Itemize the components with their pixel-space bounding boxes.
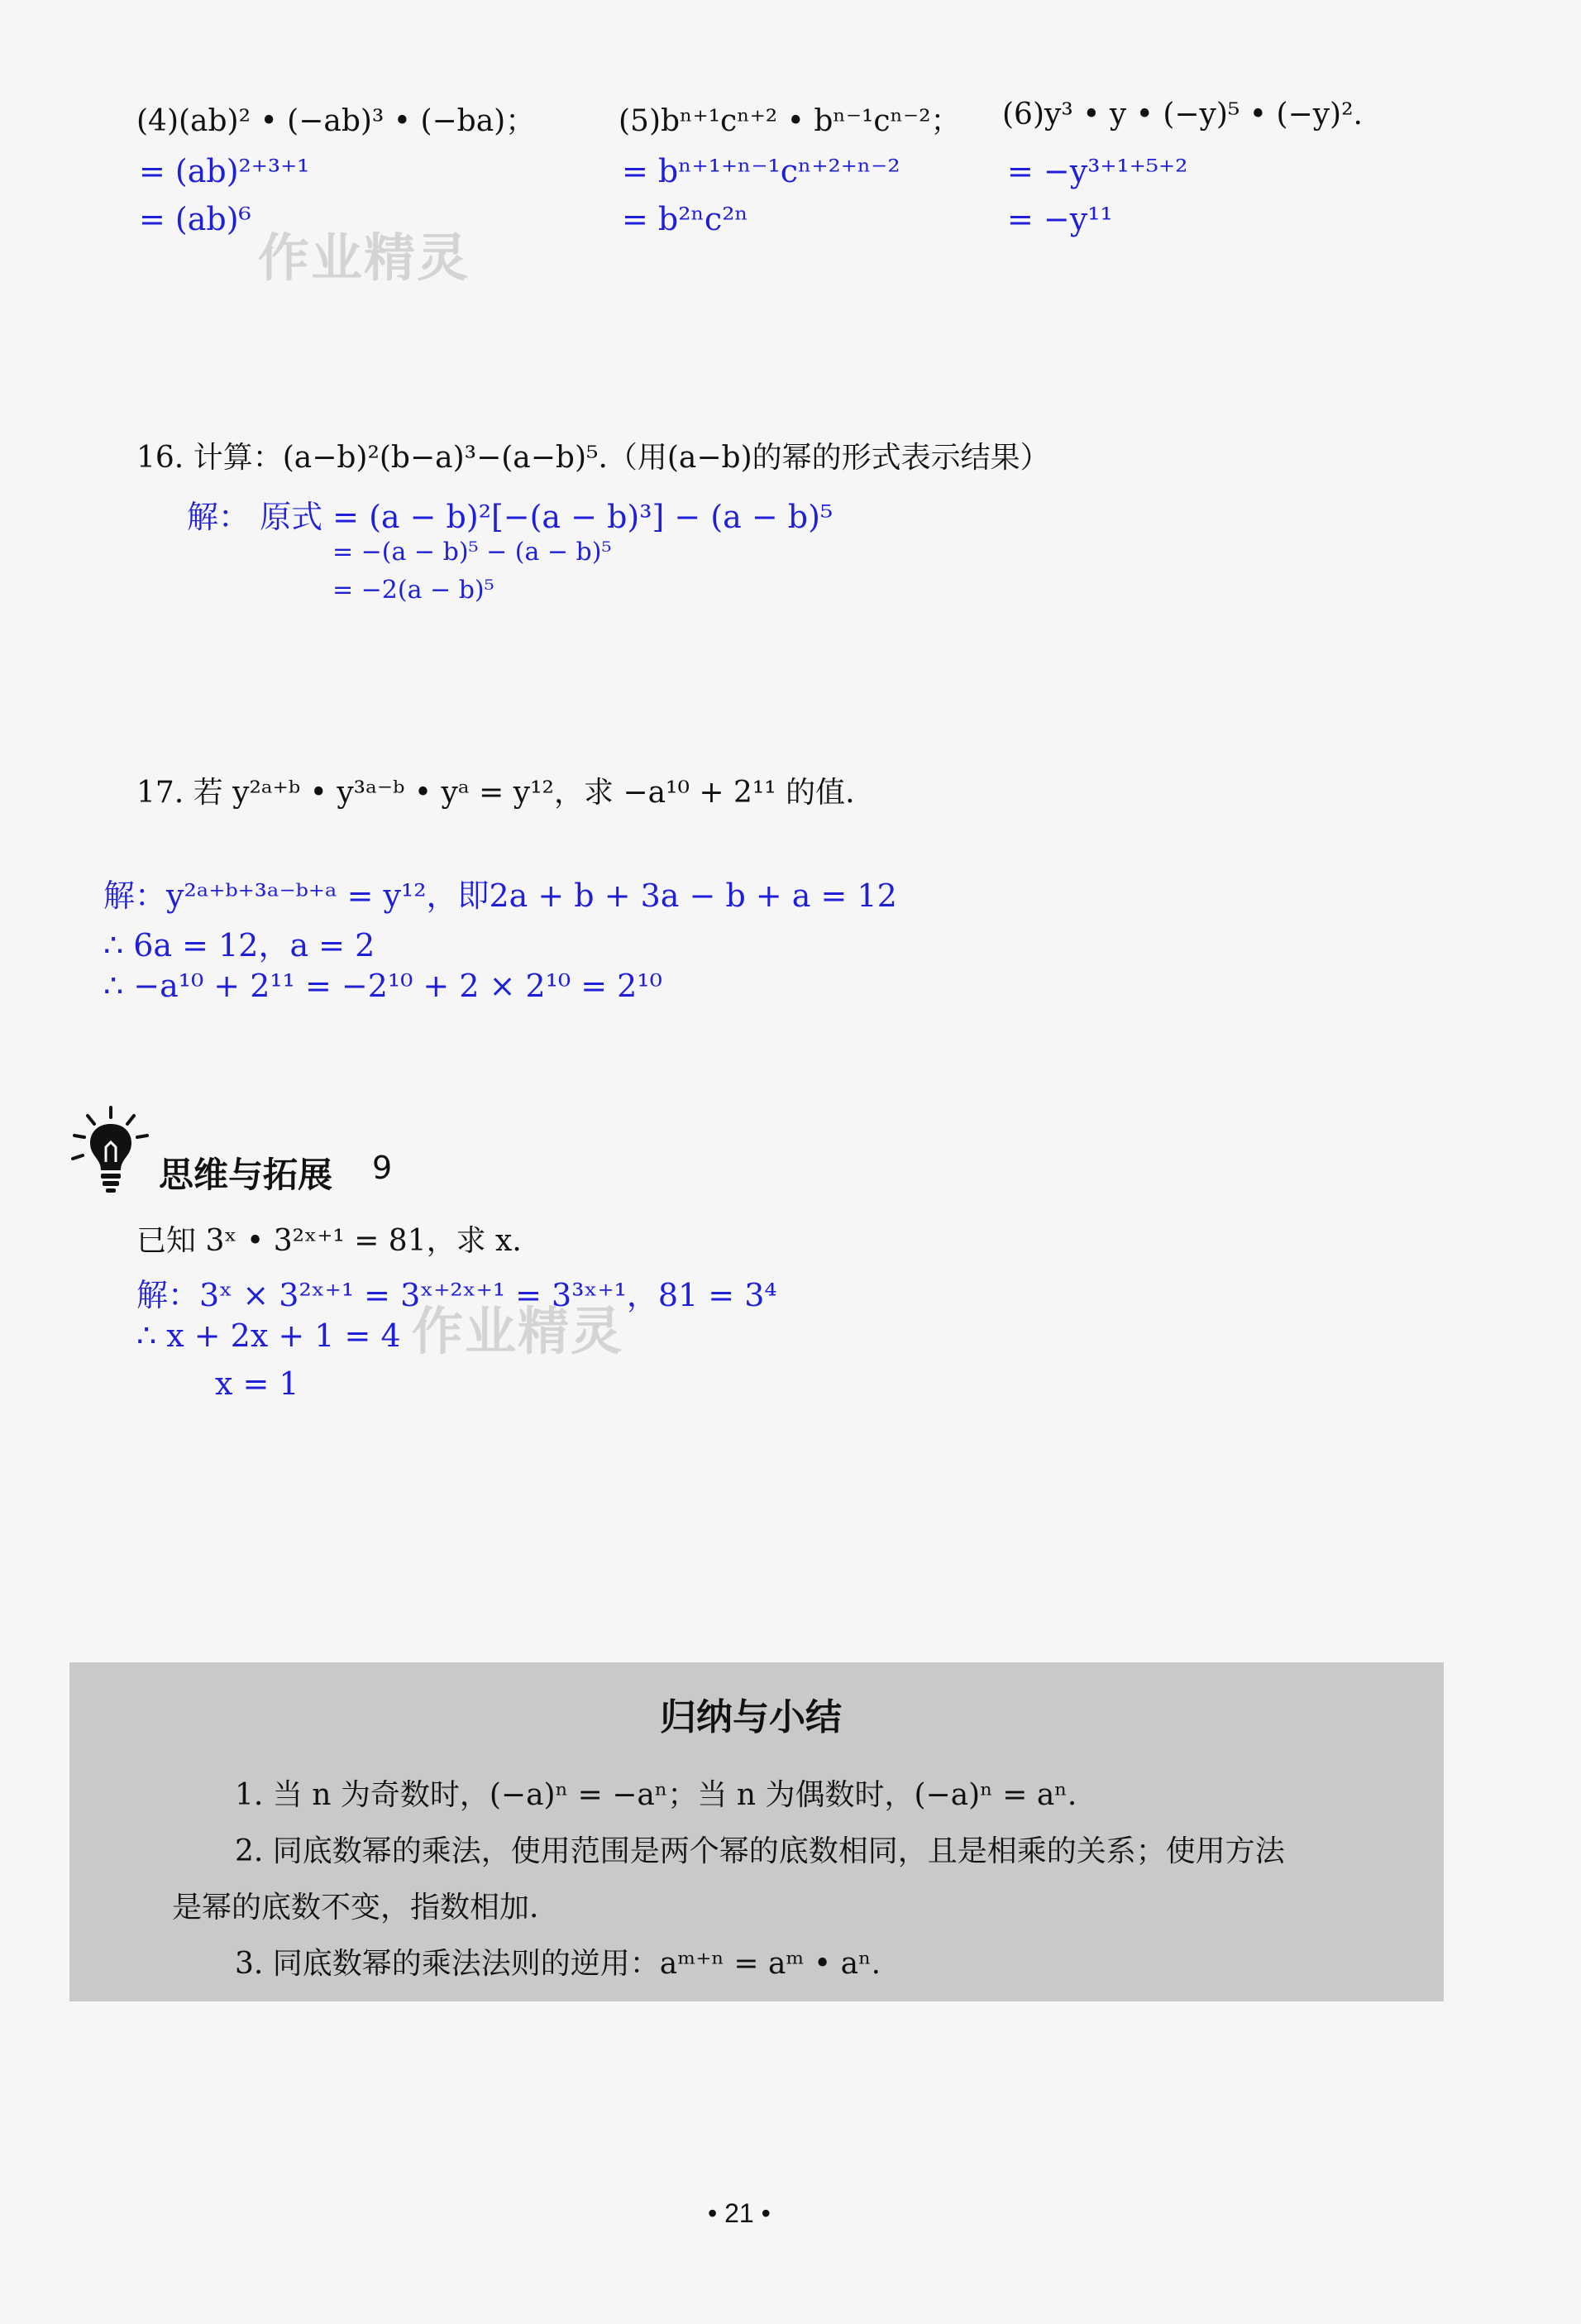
problem-16-line2: = −(a − b)⁵ − (a − b)⁵ (332, 538, 612, 567)
summary-item-1: 1. 当 n 为奇数时，(−a)ⁿ = −aⁿ；当 n 为偶数时，(−a)ⁿ = aⁿ. (235, 1778, 1077, 1812)
problem-17-line2: ∴ 6a = 12，a = 2 (103, 927, 375, 964)
extension-number: 9 (372, 1150, 393, 1186)
watermark-2: 作业精灵 (412, 1301, 624, 1361)
extension-question: 已知 3ˣ • 3²ˣ⁺¹ = 81，求 x. (136, 1224, 522, 1258)
problem-6-step2: = −y¹¹ (1007, 201, 1113, 237)
extension-line2: ∴ x + 2x + 1 = 4 (136, 1317, 401, 1354)
summary-item-2b: 是幂的底数不变，指数相加. (172, 1891, 539, 1925)
problem-4-step1: = (ab)²⁺³⁺¹ (139, 153, 310, 189)
summary-title: 归纳与小结 (660, 1696, 842, 1738)
problem-5-step1: = bⁿ⁺¹⁺ⁿ⁻¹cⁿ⁺²⁺ⁿ⁻² (622, 153, 900, 189)
extension-line3: x = 1 (215, 1365, 299, 1402)
summary-item-2a: 2. 同底数幂的乘法，使用范围是两个幂的底数相同，且是相乘的关系；使用方法 (235, 1834, 1285, 1868)
problem-6-step1: = −y³⁺¹⁺⁵⁺² (1007, 153, 1188, 189)
problem-6-question: (6)y³ • y • (−y)⁵ • (−y)². (1002, 98, 1363, 132)
problem-17-question: 17. 若 y²ᵃ⁺ᵇ • y³ᵃ⁻ᵇ • yᵃ = y¹²，求 −a¹⁰ + 2¹¹ 的值. (136, 776, 855, 810)
page-number: • 21 • (708, 2198, 771, 2228)
extension-title: 思维与拓展 (159, 1155, 333, 1195)
problem-16-line3: = −2(a − b)⁵ (332, 576, 494, 605)
problem-16-question: 16. 计算：(a−b)²(b−a)³−(a−b)⁵.（用(a−b)的幂的形式表示结果） (136, 441, 1050, 475)
problem-17-line3: ∴ −a¹⁰ + 2¹¹ = −2¹⁰ + 2 × 2¹⁰ = 2¹⁰ (103, 968, 662, 1004)
summary-item-3: 3. 同底数幂的乘法法则的逆用：aᵐ⁺ⁿ = aᵐ • aⁿ. (235, 1947, 881, 1981)
problem-17-line1: 解：y²ᵃ⁺ᵇ⁺³ᵃ⁻ᵇ⁺ᵃ = y¹²，即2a + b + 3a − b + a = 12 (103, 877, 897, 914)
problem-16-line1: 解： 原式 = (a − b)²[−(a − b)³] − (a − b)⁵ (187, 499, 833, 535)
lightbulb-icon (69, 1104, 152, 1195)
extension-line1: 解：3ˣ × 3²ˣ⁺¹ = 3ˣ⁺²ˣ⁺¹ = 3³ˣ⁺¹，81 = 3⁴ (136, 1277, 777, 1313)
problem-4-step2: = (ab)⁶ (139, 201, 251, 237)
summary-box (69, 1662, 1444, 2001)
problem-5-question: (5)bⁿ⁺¹cⁿ⁺² • bⁿ⁻¹cⁿ⁻²； (619, 104, 961, 138)
problem-5-step2: = b²ⁿc²ⁿ (622, 201, 748, 237)
watermark: 作业精灵 (258, 227, 470, 288)
problem-4-question: (4)(ab)² • (−ab)³ • (−ba)； (136, 104, 536, 138)
